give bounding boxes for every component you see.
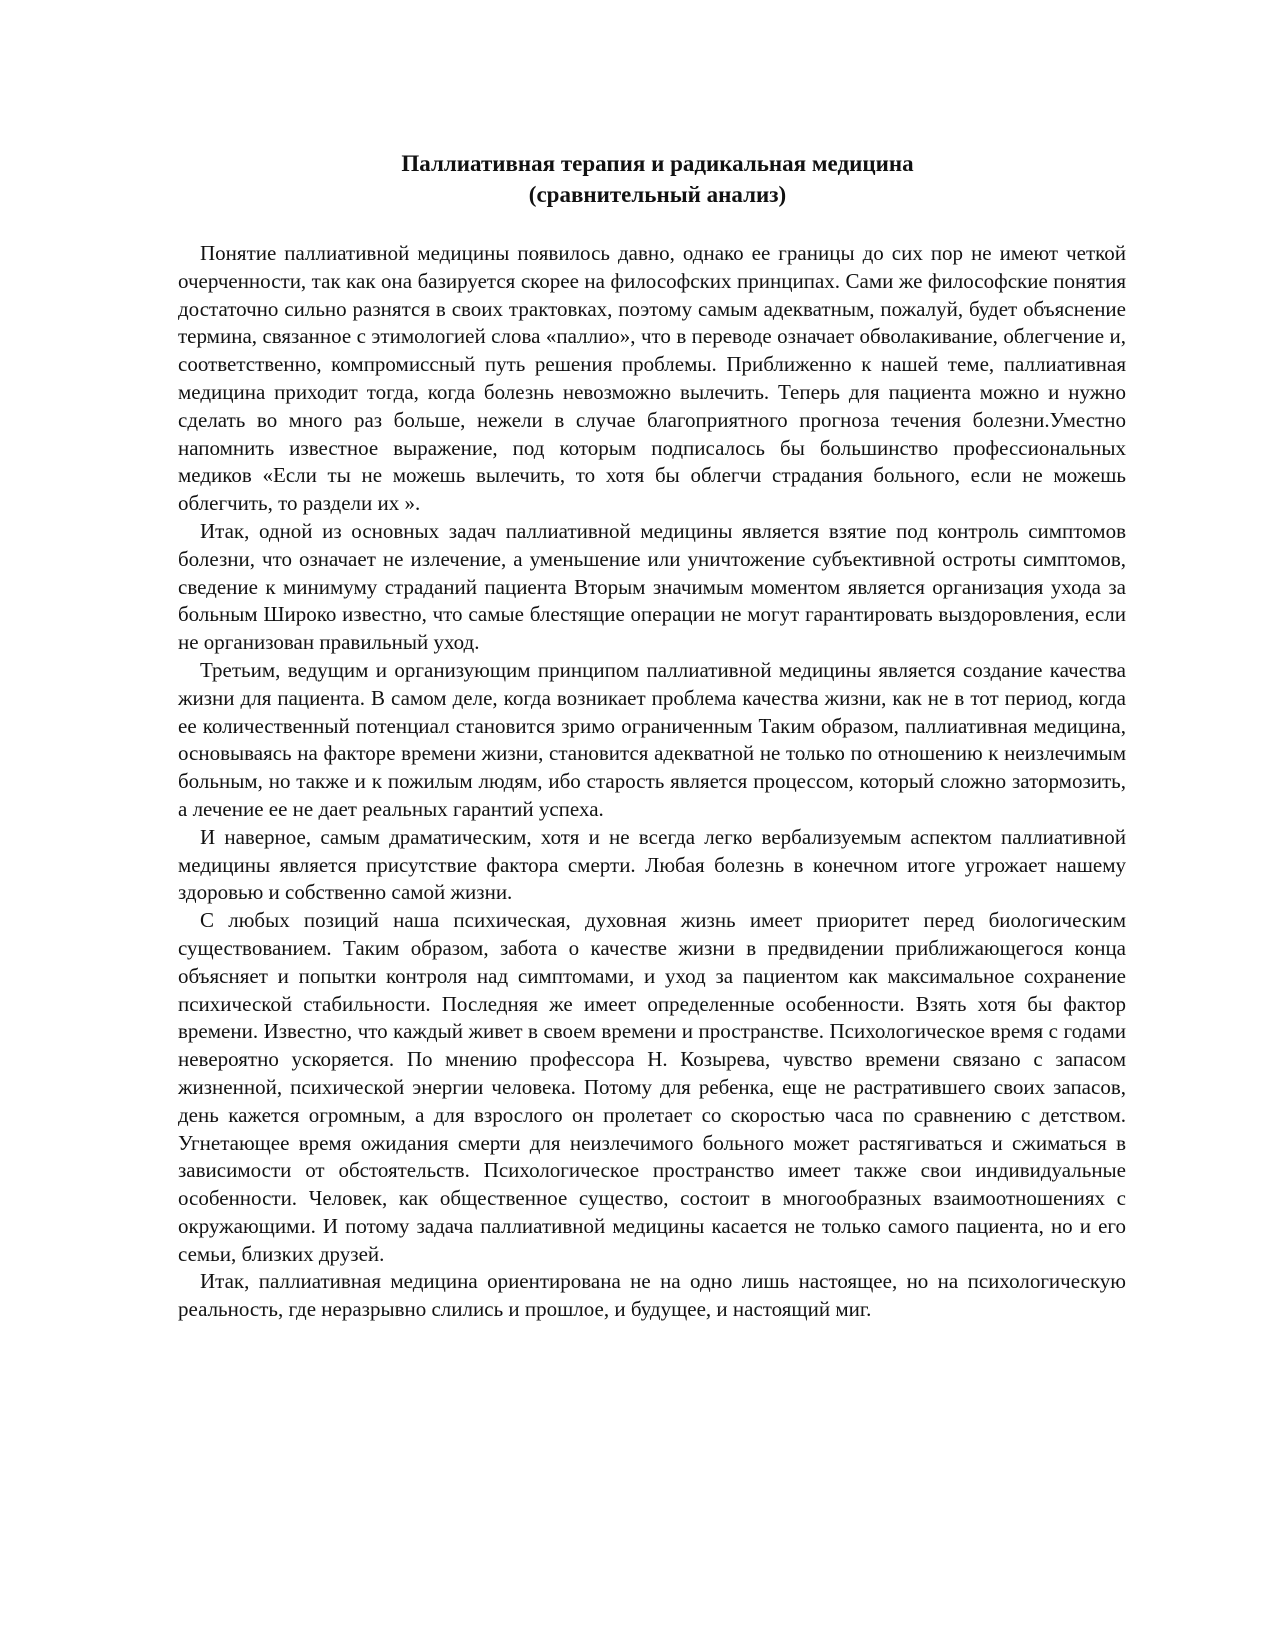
paragraph-4: И наверное, самым драматическим, хотя и не всегда легко вербализуемым аспектом паллиативной медицины является присутствие фактора смерти. Любая болезнь в конечном итоге угрожает нашему здоровью и собственно самой жизни. (178, 824, 1126, 905)
title-line-1: Паллиативная терапия и радикальная медицина (401, 151, 914, 176)
document-body (178, 240, 1126, 1324)
page-title (0, 148, 1275, 210)
paragraph-5: С любых позиций наша психическая, духовная жизнь имеет приоритет перед биологическим существованием. Таким образом, забота о качестве жизни в предвидении приближающегося конца объясняет и попытки контроля над симптомами, и уход за пациентом как максимальное сохранение психической стабильности. Последняя же имеет определенные особенности. Взять хотя бы фактор времени. Известно, что каждый живет в своем времени и пространстве. Психологическое время с годами невероятно ускоряется. По мнению профессора Н. Козырева, чувство времени связано с запасом жизненной, психической энергии человека. Потому для ребенка, еще не растратившего своих запасов, день кажется огромным, а для взрослого он пролетает со скоростью часа по сравнению с детством. Угнетающее время ожидания смерти для неизлечимого больного может растягиваться и сжиматься в зависимости от обстоятельств. Психологическое пространство имеет также свои индивидуальные особенности. Человек, как общественное существо, состоит в многообразных взаимоотношениях с окружающими. И потому задача паллиативной медицины касается не только самого пациента, но и его семьи, близких друзей. (178, 908, 1126, 1266)
paragraph-6: Итак, паллиативная медицина ориентирована не на одно лишь настоящее, но на психологическую реальность, где неразрывно слились и прошлое, и будущее, и настоящий миг. (178, 1269, 1126, 1322)
paragraph-1: Понятие паллиативной медицины появилось давно, однако ее границы до сих пор не имеют четкой очерченности, так как она базируется скорее на философских принципах. Сами же философские понятия достаточно сильно разнятся в своих трактовках, поэтому самым адекватным, пожалуй, будет объяснение термина, связанное с этимологией слова «паллио», что в переводе означает обволакивание, облегчение и, соответственно, компромиссный путь решения проблемы. Приближенно к нашей теме, паллиативная медицина приходит тогда, когда болезнь невозможно вылечить. Теперь для пациента можно и нужно сделать во много раз больше, нежели в случае благоприятного прогноза течения болезни.Уместно напомнить известное выражение, под которым подписалось бы большинство профессиональных медиков «Если ты не можешь вылечить, то хотя бы облегчи страдания больного, если не можешь облегчить, то раздели их ». (178, 241, 1126, 516)
paragraph-2: Итак, одной из основных задач паллиативной медицины является взятие под контроль симптомов болезни, что означает не излечение, а уменьшение или уничтожение субъективной остроты симптомов, сведение к минимуму страданий пациента Вторым значимым моментом является организация ухода за больным Широко известно, что самые блестящие операции не могут гарантировать выздоровления, если не организован правильный уход. (178, 518, 1126, 655)
paragraph-3: Третьим, ведущим и организующим принципом паллиативной медицины является создание качества жизни для пациента. В самом деле, когда возникает проблема качества жизни, как не в тот период, когда ее количественный потенциал становится зримо ограниченным Таким образом, паллиативная медицина, основываясь на факторе времени жизни, становится адекватной не только по отношению к неизлечимым больным, но также и к пожилым людям, ибо старость является процессом, который сложно затормозить, а лечение ее не дает реальных гарантий успеха. (178, 657, 1126, 821)
title-line-2: (сравнительный анализ) (528, 182, 787, 207)
